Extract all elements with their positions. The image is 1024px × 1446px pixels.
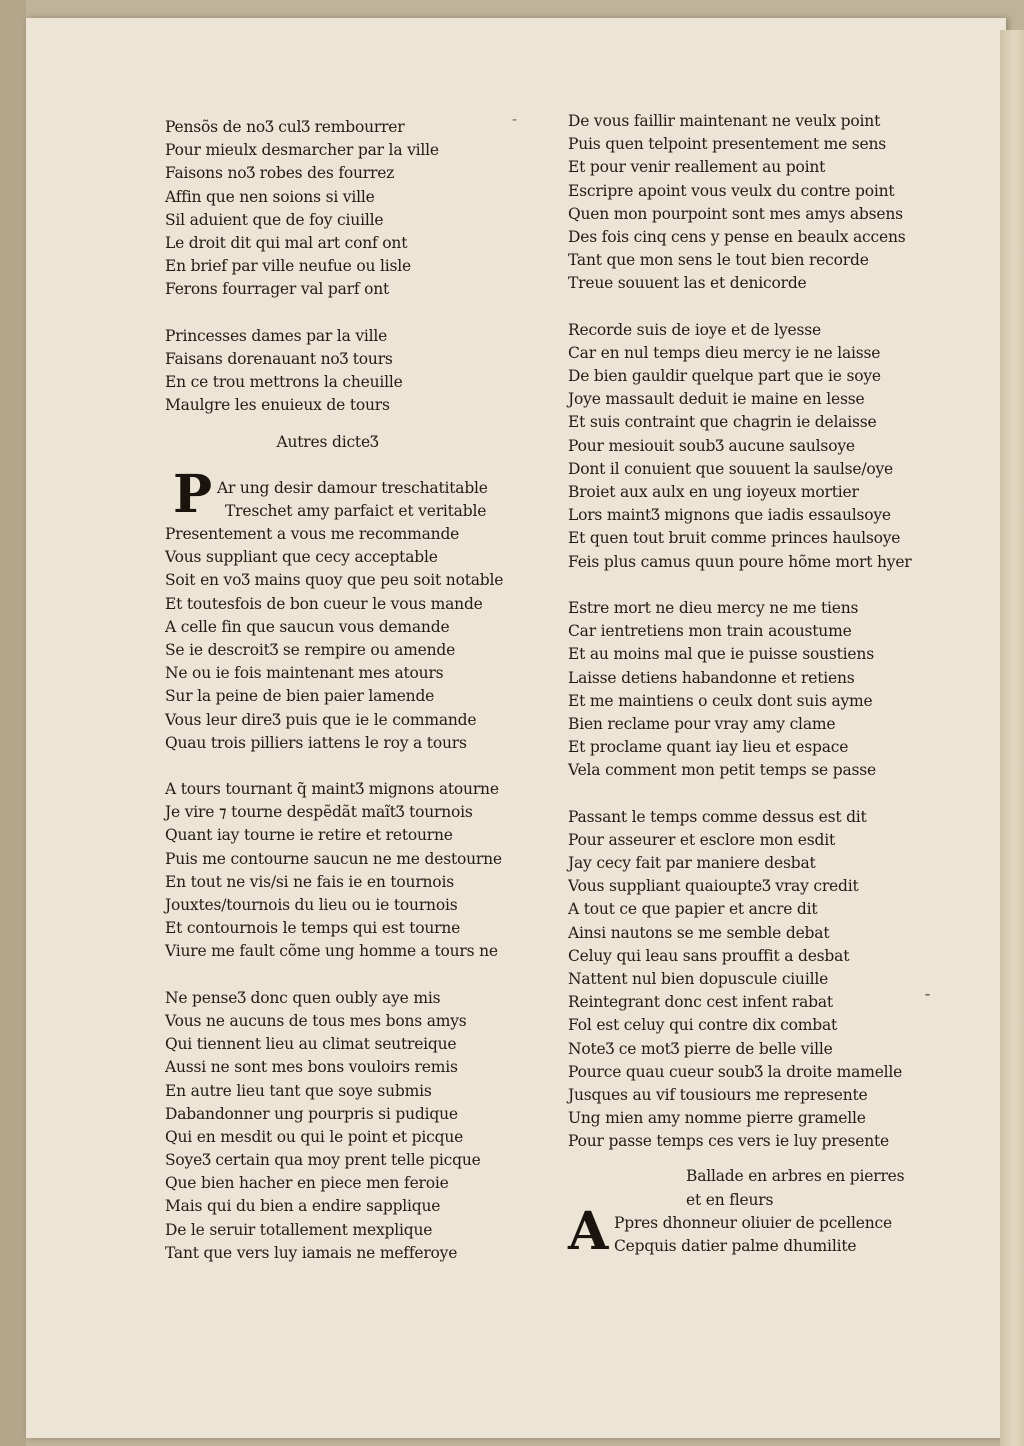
verse-line: Ne ou ie fois maintenant mes atours — [165, 664, 444, 683]
verse-line: Estre mort ne dieu mercy ne me tiens — [568, 598, 859, 617]
verse-line: Passant le temps comme dessus est dit — [568, 807, 867, 826]
verse-line: Quen mon pourpoint sont mes amys absens — [568, 204, 903, 223]
verse-line: En ce trou mettrons la cheuille — [165, 373, 403, 392]
right-stanza-2 — [568, 319, 953, 574]
verse-line: Ar ung desir damour treschatitable — [217, 478, 488, 497]
verse-line: Vous suppliant que cecy acceptable — [165, 548, 438, 567]
verse-line: Celuy qui leau sans prouffit a desbat — [568, 946, 850, 965]
stanza-gap — [165, 417, 550, 431]
verse-line: Car ientretiens mon train acoustume — [568, 622, 852, 641]
verse-line: Princesses dames par la ville — [165, 326, 388, 345]
stanza-gap — [568, 296, 953, 319]
verse-line: Laisse detiens habandonne et retiens — [568, 668, 855, 687]
verse-line: NoteƷ ce motƷ pierre de belle ville — [568, 1039, 833, 1058]
verse-line: Et pour venir reallement au point — [568, 158, 826, 177]
verse-line: A celle fin que saucun vous demande — [165, 617, 450, 636]
stanza-gap — [165, 755, 550, 778]
verse-line: Pource quau cueur soubƷ la droite mamelle — [568, 1062, 903, 1081]
left-stanza-3 — [165, 463, 550, 755]
verse-line: Que bien hacher en piece men feroie — [165, 1174, 449, 1193]
verse-line: Puis quen telpoint presentement me sens — [568, 135, 887, 154]
verse-line: Je vire ⁊ tourne despẽdãt maĩtƷ tournois — [165, 803, 473, 822]
verse-line: Et me maintiens o ceulx dont suis ayme — [568, 691, 873, 710]
verse-line: Aussi ne sont mes bons vouloirs remis — [165, 1058, 458, 1077]
verse-line: Presentement a vous me recommande — [165, 525, 460, 543]
verse-line: Cepquis datier palme dhumilite — [614, 1237, 857, 1255]
margin-mark: ⁃ — [924, 988, 931, 1004]
verse-line: Ainsi nautons se me semble debat — [568, 923, 830, 942]
verse-line: Pour mieulx desmarcher par la ville — [165, 141, 439, 160]
verse-line: Qui tiennent lieu au climat seutreique — [165, 1035, 457, 1054]
verse-line: Vela comment mon petit temps se passe — [568, 761, 876, 780]
next-page-edge — [1000, 30, 1024, 1446]
verse-line: En tout ne vis/si ne fais ie en tournois — [165, 872, 454, 891]
right-column — [568, 110, 953, 1262]
verse-line: Feis plus camus quun poure hõme mort hyer — [568, 552, 912, 571]
verse-line: Jay cecy fait par maniere desbat — [568, 854, 816, 872]
verse-line: Se ie descroitƷ se rempire ou amende — [165, 640, 456, 659]
verse-line: Treue souuent las et denicorde — [568, 274, 807, 293]
verse-line: Escripre apoint vous veulx du contre point — [568, 181, 895, 200]
stanza-gap — [568, 782, 953, 805]
stanza-gap — [165, 302, 550, 325]
right-stanza-5 — [568, 1200, 953, 1262]
verse-line: Et au moins mal que ie puisse soustiens — [568, 645, 874, 664]
verse-line: Sil aduient que de foy ciuille — [165, 210, 384, 229]
ballade-title-line: Ballade en arbres en pierres — [686, 1167, 905, 1186]
drop-cap-letter: A — [568, 1200, 609, 1262]
left-stanza-2 — [165, 325, 550, 418]
verse-line: Jouxtes/tournois du lieu ou ie tournois — [165, 896, 458, 914]
verse-line: Et toutesfois de bon cueur le vous mande — [165, 594, 483, 613]
verse-line: Pour mesiouit soubƷ aucune saulsoye — [568, 436, 855, 455]
verse-line: Pour asseurer et esclore mon esdit — [568, 830, 835, 849]
left-column — [165, 116, 550, 1265]
verse-line: Nattent nul bien dopuscule ciuille — [568, 969, 829, 988]
verse-line: Soit en voƷ mains quoy que peu soit notable — [165, 571, 504, 590]
verse-line: Tant que mon sens le tout bien recorde — [568, 251, 869, 270]
verse-line: Lors maintƷ mignons que iadis essaulsoye — [568, 506, 891, 525]
verse-line: Vous leur direƷ puis que ie le commande — [165, 710, 477, 729]
drop-cap-letter: P — [173, 463, 212, 525]
verse-line: Pensõs de noƷ culƷ rembourrer — [165, 118, 405, 136]
left-stanza-5 — [165, 987, 550, 1265]
verse-line: De vous faillir maintenant ne veulx point — [568, 112, 881, 130]
verse-line: Affin que nen soions si ville — [165, 187, 375, 206]
ballade-title — [568, 1165, 953, 1211]
left-stanza-1 — [165, 116, 550, 302]
stanza-gap — [165, 964, 550, 987]
verse-line: SoyeƷ certain qua moy prent telle picque — [165, 1151, 481, 1170]
verse-line: Et quen tout bruit comme princes haulsoye — [568, 529, 901, 548]
verse-line: Reintegrant donc cest infent rabat — [568, 993, 833, 1012]
verse-line: Et contournois le temps qui est tourne — [165, 919, 461, 938]
right-stanza-4 — [568, 806, 953, 1154]
verse-line: Ung mien amy nomme pierre gramelle — [568, 1109, 866, 1128]
verse-line: Joye massault deduit ie maine en lesse — [568, 390, 865, 409]
stanza-gap — [568, 574, 953, 597]
verse-line: Vous ne aucuns de tous mes bons amys — [165, 1011, 467, 1030]
ballade-title-line: et en fleurs — [686, 1190, 774, 1209]
verse-line: Recorde suis de ioye et de lyesse — [568, 320, 821, 339]
verse-line: Dabandonner ung pourpris si pudique — [165, 1104, 458, 1123]
verse-line: Fol est celuy qui contre dix combat — [568, 1016, 838, 1035]
verse-line: Mais qui du bien a endire sapplique — [165, 1197, 441, 1216]
verse-line: Sur la peine de bien paier lamende — [165, 687, 435, 706]
verse-line: Treschet amy parfaict et veritable — [225, 501, 487, 520]
verse-line: Dont il conuient que souuent la saulse/oye — [568, 459, 894, 478]
verse-line: A tout ce que papier et ancre dit — [568, 900, 818, 919]
margin-mark: - — [512, 112, 518, 128]
verse-line: Ne penseƷ donc quen oubly aye mis — [165, 988, 441, 1007]
verse-line: Et proclame quant iay lieu et espace — [568, 738, 849, 757]
left-stanza-4 — [165, 778, 550, 964]
book-gutter — [0, 0, 26, 1446]
verse-line: En brief par ville neufue ou lisle — [165, 257, 411, 276]
verse-line: De bien gauldir quelque part que ie soye — [568, 367, 881, 386]
verse-line: Viure me fault cõme ung homme a tours ne — [165, 942, 498, 961]
verse-line: En autre lieu tant que soye submis — [165, 1081, 432, 1100]
verse-line: Quau trois pilliers iattens le roy a tours — [165, 733, 467, 752]
verse-line: Puis me contourne saucun ne me destourne — [165, 849, 502, 868]
verse-line: Jusques au vif tousiours me represente — [568, 1085, 868, 1104]
verse-line: A tours tournant q̃ maintƷ mignons atourne — [165, 780, 499, 799]
verse-line: Ferons fourrager val parf ont — [165, 280, 390, 299]
verse-line: Quant iay tourne ie retire et retourne — [165, 826, 453, 845]
verse-line: Et suis contraint que chagrin ie delaisse — [568, 413, 877, 432]
stanza-gap — [165, 455, 550, 477]
verse-line: Faisans dorenauant noƷ tours — [165, 349, 393, 368]
right-stanza-1 — [568, 110, 953, 296]
verse-line: De le seruir totallement mexplique — [165, 1220, 433, 1239]
verse-line: Des fois cinq cens y pense en beaulx accens — [568, 227, 906, 246]
verse-line: Maulgre les enuieux de tours — [165, 396, 390, 415]
verse-line: Le droit dit qui mal art conf ont — [165, 233, 408, 252]
verse-line: Ppres dhonneur oliuier de pcellence — [614, 1213, 892, 1232]
verse-line: Bien reclame pour vray amy clame — [568, 714, 836, 733]
verse-line: Qui en mesdit ou qui le point et picque — [165, 1127, 464, 1146]
right-stanza-3 — [568, 597, 953, 783]
verse-line: Vous suppliant quaioupteƷ vray credit — [568, 877, 859, 896]
verse-line: Faisons noƷ robes des fourrez — [165, 164, 395, 183]
verse-line: Pour passe temps ces vers ie luy presente — [568, 1132, 889, 1151]
verse-line: Broiet aux aulx en ung ioyeux mortier — [568, 483, 859, 501]
section-heading: Autres dicteƷ — [276, 433, 379, 452]
stanza-gap — [568, 1153, 953, 1165]
verse-line: Tant que vers luy iamais ne mefferoye — [165, 1243, 458, 1262]
verse-line: Car en nul temps dieu mercy ie ne laisse — [568, 343, 881, 362]
